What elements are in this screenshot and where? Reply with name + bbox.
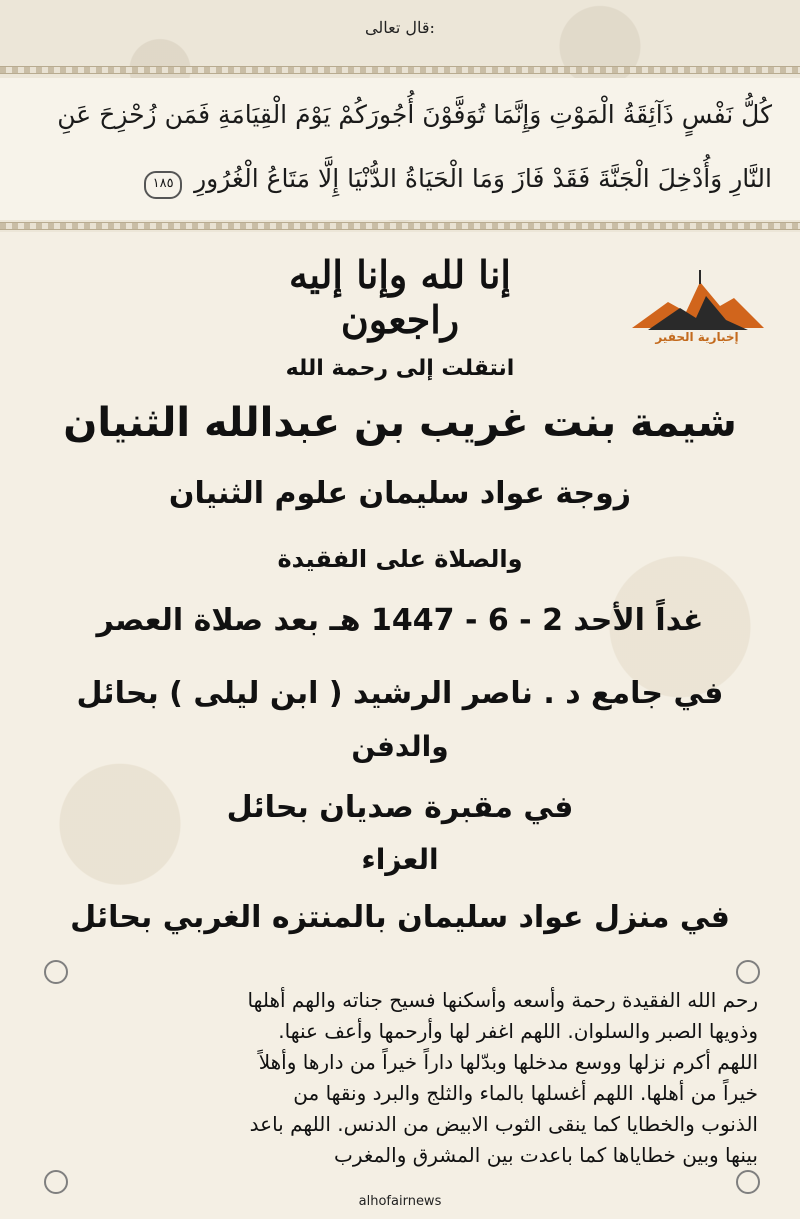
spouse-line: زوجة عواد سليمان علوم الثنيان xyxy=(168,476,632,511)
prayer-time: غداً الأحد 2 - 6 - 1447 هـ بعد صلاة العصر xyxy=(96,603,704,638)
calligraphy: إنا لله وإنا إليه راجعون xyxy=(289,252,511,342)
dua-paragraph xyxy=(42,985,758,1171)
verse-line-1: كُلُّ نَفْسٍ ذَآئِقَةُ الْمَوْتِ وَإِنَّمَا تُوَفَّوْنَ أُجُورَكُمْ يَوْمَ الْقِيَامَةِ فَمَن زُحْزِحَ عَنِ xyxy=(57,100,772,129)
watermark: alhofairnews xyxy=(358,1194,442,1209)
verse-line-2-text: النَّارِ وَأُدْخِلَ الْجَنَّةَ فَقَدْ فَازَ وَمَا الْحَيَاةُ الدُّنْيَا إِلَّا مَتَاعُ الْغُرُورِ xyxy=(194,164,772,193)
mosque-line: في جامع د . ناصر الرشيد ( ابن ليلى ) بحائل xyxy=(76,676,724,711)
ayah-number: ١٨٥ xyxy=(144,171,182,199)
corner-ornament-icon xyxy=(736,960,760,984)
corner-ornament-icon xyxy=(44,960,68,984)
dua-line: رحم الله الفقيدة رحمة وأسعه وأسكنها فسيح جناته والهم أهلها xyxy=(247,988,758,1012)
dua-line: خيراً من أهلها. اللهم أغسلها بالماء والثلج والبرد ونقها من xyxy=(293,1081,758,1105)
verse-bottom-border xyxy=(0,222,800,230)
dua-line: اللهم أكرم نزلها ووسع مدخلها وبدّلها داراً خيراً من دارها وأهلاً xyxy=(258,1050,758,1074)
logo-name: إخبارية الحفير xyxy=(655,330,739,344)
condolence-title: العزاء xyxy=(361,843,439,876)
condolence-place: في منزل عواد سليمان بالمنتزه الغربي بحائل xyxy=(70,900,730,935)
deceased-name: شيمة بنت غريب بن عبدالله الثنيان xyxy=(63,400,737,446)
corner-ornament-icon xyxy=(736,1170,760,1194)
cemetery-line: في مقبرة صديان بحائل xyxy=(226,790,574,825)
intro-text: انتقلت إلى رحمة الله xyxy=(285,356,515,381)
top-border xyxy=(0,66,800,74)
dua-line: الذنوب والخطايا كما ينقى الثوب الابيض من الدنس. اللهم باعد xyxy=(249,1112,758,1136)
corner-ornament-icon xyxy=(44,1170,68,1194)
burial-title: والدفن xyxy=(351,730,449,763)
dua-line: بينها وبين خطاياها كما باعدت بين المشرق والمغرب xyxy=(333,1143,758,1167)
prayer-title: والصلاة على الفقيدة xyxy=(277,545,523,573)
header-label: قال تعالى: xyxy=(365,18,435,37)
dua-line: وذويها الصبر والسلوان. اللهم اغفر لها وأرحمها وأعف عنها. xyxy=(278,1019,758,1043)
verse-line-2 xyxy=(28,164,772,199)
